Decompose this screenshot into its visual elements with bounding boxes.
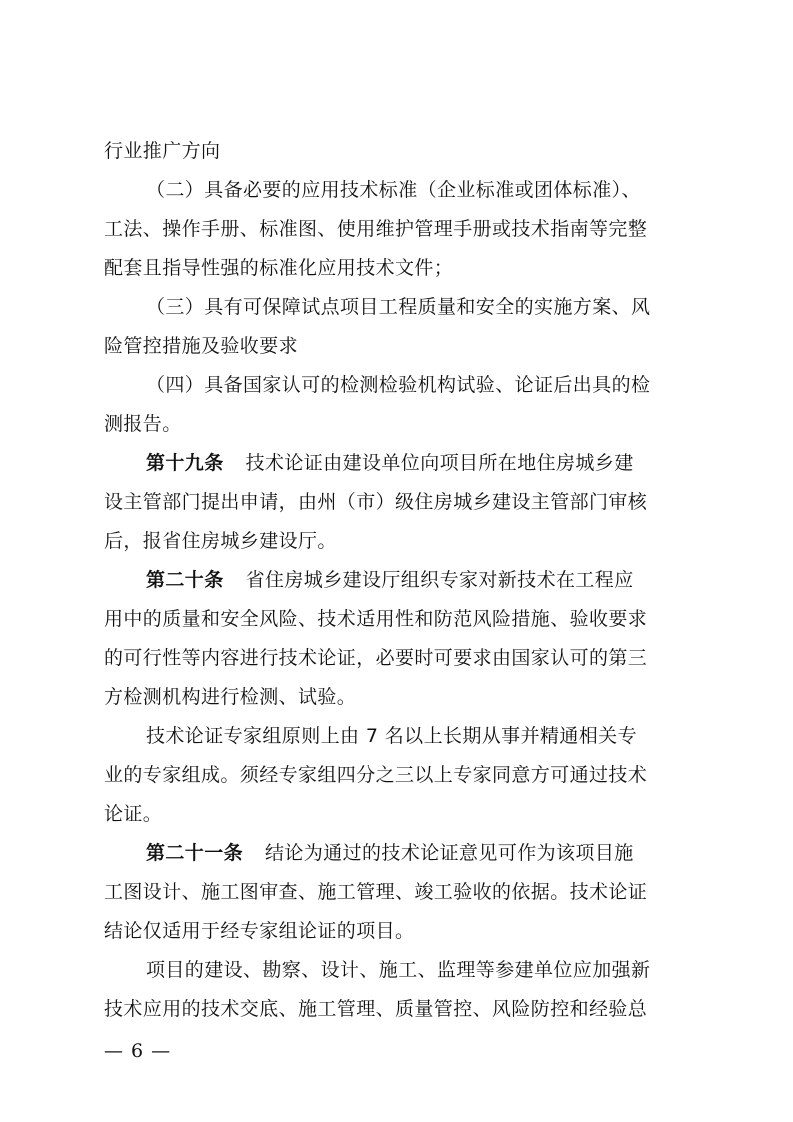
article-20-first-line: [104, 561, 692, 600]
text-line: 配套且指导性强的标准化应用技术文件；: [104, 257, 454, 279]
article-19-text: 技术论证由建设单位向项目所在地住房城乡建: [245, 452, 634, 474]
text-line: （二）具备必要的应用技术标准（企业标准或团体标准）、: [146, 179, 641, 201]
article-19-title: 第十九条: [146, 452, 224, 474]
text-line: 的可行性等内容进行技术论证，必要时可要求由国家认可的第三: [104, 647, 648, 669]
text-line: 结论仅适用于经专家组论证的项目。: [104, 920, 415, 942]
text-line: 工法、操作手册、标准图、使用维护管理手册或技术指南等完整: [104, 218, 648, 240]
text-line: （三）具有可保障试点项目工程质量和安全的实施方案、风: [146, 296, 651, 318]
text-line: 项目的建设、勘察、设计、施工、监理等参建单位应加强新: [146, 959, 651, 981]
article-21-text: 结论为通过的技术论证意见可作为该项目施: [265, 842, 634, 864]
text-line: 技术应用的技术交底、施工管理、质量管控、风险防控和经验总: [104, 998, 648, 1020]
article-19-first-line: [104, 444, 692, 483]
document-page: [104, 132, 692, 1029]
text-line: 测报告。: [104, 413, 182, 435]
article-21-first-line: [104, 834, 692, 873]
text-line: 业的专家组成。须经专家组四分之三以上专家同意方可通过技术: [104, 764, 648, 786]
text-line: 设主管部门提出申请，由州（市）级住房城乡建设主管部门审核: [104, 491, 648, 513]
text-line: 技术论证专家组原则上由 7 名以上长期从事并精通相关专: [146, 725, 637, 747]
text-line: 论证。: [104, 803, 163, 825]
text-line: 工图设计、施工图审查、施工管理、竣工验收的依据。技术论证: [104, 881, 648, 903]
article-20-text: 省住房城乡建设厅组织专家对新技术在工程应: [245, 569, 634, 591]
article-20-title: 第二十条: [146, 569, 224, 591]
article-21-title: 第二十一条: [146, 842, 244, 864]
text-line: 方检测机构进行检测、试验。: [104, 686, 357, 708]
text-line: 后，报省住房城乡建设厅。: [104, 530, 337, 552]
text-line: （四）具备国家认可的检测检验机构试验、论证后出具的检: [146, 374, 651, 396]
text-line: 用中的质量和安全风险、技术适用性和防范风险措施、验收要求: [104, 608, 648, 630]
text-line: 行业推广方向: [104, 140, 221, 162]
text-line: 险管控措施及验收要求: [104, 335, 299, 357]
page-number: — 6 —: [104, 1040, 172, 1062]
